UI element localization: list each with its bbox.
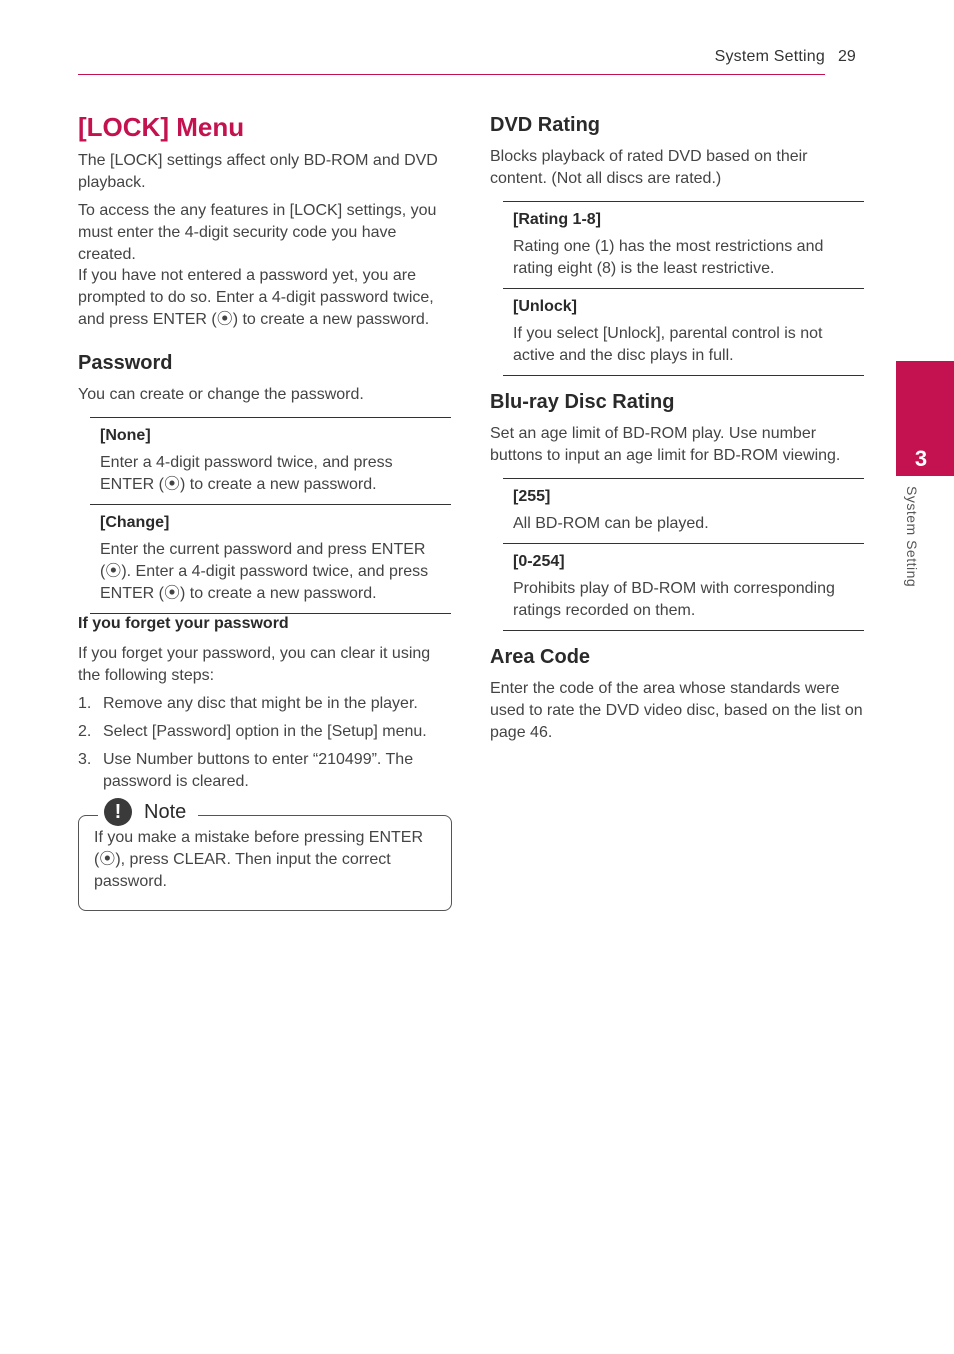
password-description: You can create or change the password.	[78, 386, 364, 403]
dvd-rating-description: Blocks playback of rated DVD based on their content. (Not all discs are rated.)	[490, 148, 808, 187]
intro-paragraph-1: The [LOCK] settings affect only BD-ROM and DVD playback.	[78, 152, 438, 191]
password-options-table	[90, 417, 451, 614]
header-divider	[78, 74, 825, 75]
intro-paragraph-2: To access the any features in [LOCK] settings, you must enter the 4-digit security code you have created.	[78, 202, 437, 263]
area-code-description: Enter the code of the area whose standards were used to rate the DVD video disc, based on the list on page 46.	[490, 680, 863, 741]
bluray-rating-description: Set an age limit of BD-ROM play. Use number buttons to input an age limit for BD-ROM viewing.	[490, 425, 841, 464]
dvd-rating-options-table	[503, 201, 864, 376]
chapter-number: 3	[914, 446, 928, 471]
password-option-change	[90, 504, 451, 613]
option-name: [Unlock]	[513, 298, 577, 315]
step-text: Use Number buttons to enter “210499”. The password is cleared.	[103, 751, 414, 790]
password-heading: Password	[78, 352, 173, 374]
running-header-section: System Setting	[714, 48, 825, 65]
step-number: 2.	[78, 723, 92, 740]
option-description: Enter the current password and press ENTER (⦿). Enter a 4-digit password twice, and press ENTER (⦿) to create a new password.	[100, 541, 429, 602]
list-item	[78, 693, 451, 715]
chapter-tab-label: System Setting	[904, 486, 920, 588]
option-name: [None]	[100, 427, 151, 444]
step-number: 1.	[78, 695, 92, 712]
area-code-heading: Area Code	[490, 646, 591, 668]
option-description: Enter a 4-digit password twice, and press ENTER (⦿) to create a new password.	[100, 454, 393, 493]
step-text: Select [Password] option in the [Setup] menu.	[103, 723, 427, 740]
bluray-option-0-254	[503, 543, 864, 630]
option-name: [Change]	[100, 514, 170, 531]
page-number: 29	[838, 48, 856, 65]
chapter-tab	[896, 361, 954, 476]
bluray-option-255	[503, 479, 864, 543]
list-item	[78, 721, 451, 743]
exclamation-icon: !	[104, 798, 132, 826]
forget-password-steps	[78, 693, 451, 799]
step-number: 3.	[78, 751, 92, 768]
dvd-option-rating	[503, 202, 864, 288]
forget-password-heading: If you forget your password	[78, 615, 289, 632]
step-text: Remove any disc that might be in the player.	[103, 695, 418, 712]
option-description: Prohibits play of BD-ROM with corresponding ratings recorded on them.	[513, 580, 835, 619]
option-name: [255]	[513, 488, 551, 505]
dvd-rating-heading: DVD Rating	[490, 114, 600, 136]
note-header	[98, 797, 198, 827]
option-description: Rating one (1) has the most restrictions and rating eight (8) is the least restrictive.	[513, 238, 824, 277]
option-name: [0-254]	[513, 553, 565, 570]
bluray-rating-options-table	[503, 478, 864, 631]
option-name: [Rating 1-8]	[513, 211, 601, 228]
dvd-option-unlock	[503, 288, 864, 375]
page-title: [LOCK] Menu	[78, 112, 245, 142]
list-item	[78, 749, 451, 793]
option-description: All BD-ROM can be played.	[513, 515, 709, 532]
note-text: If you make a mistake before pressing ENTER (⦿), press CLEAR. Then input the correct password.	[94, 829, 424, 890]
note-label: Note	[144, 800, 187, 823]
bluray-rating-heading: Blu-ray Disc Rating	[490, 391, 675, 413]
forget-password-description: If you forget your password, you can clear it using the following steps:	[78, 645, 431, 684]
intro-paragraph-3: If you have not entered a password yet, you are prompted to do so. Enter a 4-digit password twice, and press ENTER (⦿) to create a new password.	[78, 267, 434, 328]
password-option-none	[90, 418, 451, 504]
option-description: If you select [Unlock], parental control is not active and the disc plays in full.	[513, 325, 823, 364]
